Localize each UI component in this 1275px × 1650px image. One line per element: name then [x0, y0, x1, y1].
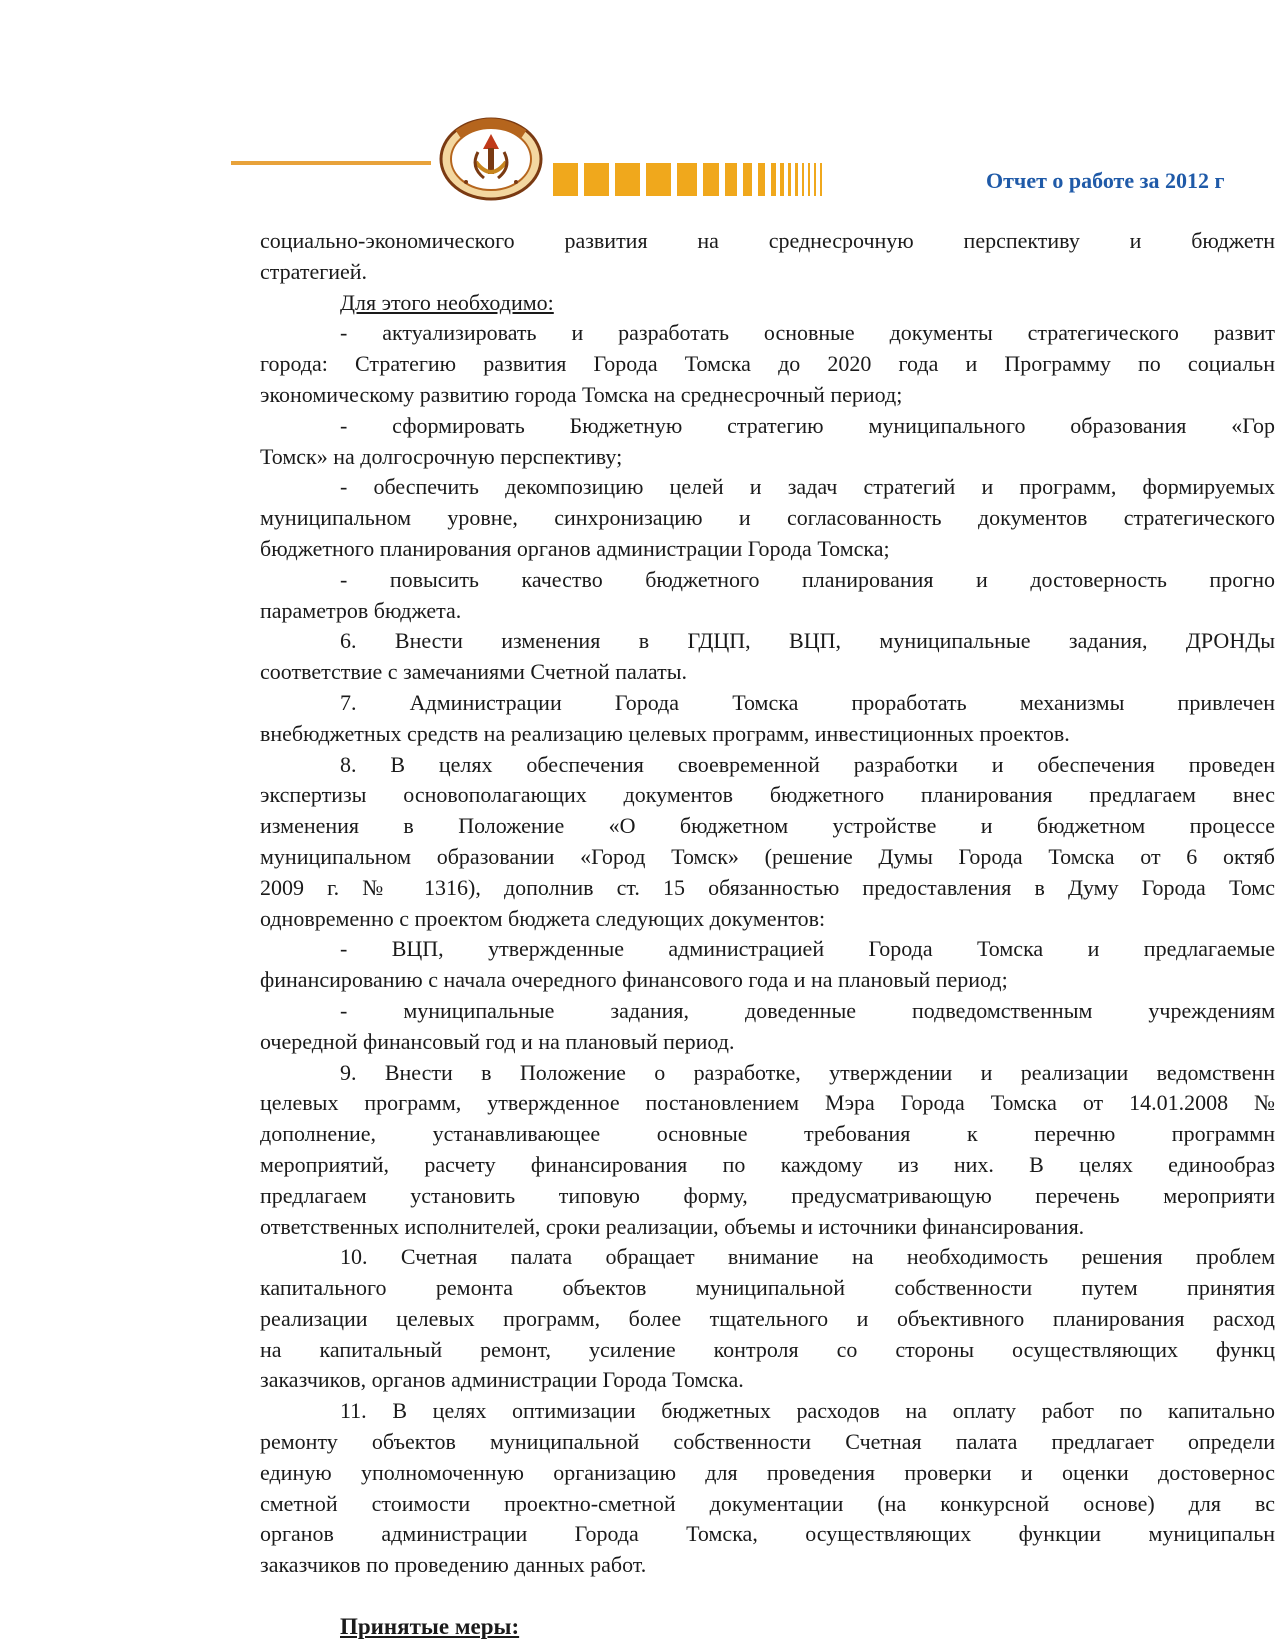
text-line: 10. Счетная палата обращает внимание на необходимость решения проблем	[340, 1244, 1275, 1270]
text-line: 6. Внести изменения в ГДЦП, ВЦП, муниципальные задания, ДРОНДы	[340, 628, 1275, 654]
text-line: бюджетного планирования органов администрации Города Томска;	[260, 535, 890, 561]
text-line: ремонту объектов муниципальной собственности Счетная палата предлагает определи	[260, 1429, 1275, 1455]
text-line: капитального ремонта объектов муниципальной собственности путем принятия	[260, 1275, 1275, 1301]
text-line: города: Стратегию развития Города Томска до 2020 года и Программу по социальн	[260, 351, 1275, 377]
text-line: 11. В целях оптимизации бюджетных расходов на оплату работ по капитально	[340, 1398, 1275, 1424]
text-line: - актуализировать и разработать основные документы стратегического развит	[340, 320, 1275, 346]
report-title: Отчет о работе за 2012 г	[986, 168, 1225, 193]
text-line: - обеспечить декомпозицию целей и задач стратегий и программ, формируемых	[340, 474, 1275, 500]
text-line: реализации целевых программ, более тщательного и объективного планирования расход	[260, 1305, 1275, 1331]
text-line: 7. Администрации Города Томска проработать механизмы привлечен	[340, 689, 1275, 715]
text-line: заказчиков, органов администрации Города Томска.	[260, 1367, 744, 1393]
header-rule	[231, 161, 431, 165]
text-line: единую уполномоченную организацию для проведения проверки и оценки достовернос	[260, 1459, 1275, 1485]
text-line: ответственных исполнителей, сроки реализации, объемы и источники финансирования.	[260, 1213, 1085, 1239]
text-line: очередной финансовый год и на плановый период.	[260, 1028, 735, 1054]
text-line: сметной стоимости проектно-сметной документации (на конкурсной основе) для вс	[260, 1490, 1275, 1516]
text-line: стратегией.	[260, 258, 368, 284]
text-line: финансированию с начала очередного финансового года и на плановый период;	[260, 967, 1008, 993]
text-line: - сформировать Бюджетную стратегию муниципального образования «Гор	[340, 412, 1275, 438]
text-line: на капитальный ремонт, усиление контроля со стороны осуществляющих функц	[260, 1336, 1275, 1362]
text-line: органов администрации Города Томска, осуществляющих функции муниципальн	[260, 1521, 1275, 1547]
document-body	[260, 226, 1275, 1643]
text-line: заказчиков по проведению данных работ.	[260, 1552, 647, 1578]
text-line: 2009 г. № 1316), дополнив ст. 15 обязанностью предоставления в Думу Города Томс	[260, 874, 1275, 900]
text-line: муниципальном образовании «Город Томск» (решение Думы Города Томска от 6 октяб	[260, 843, 1275, 869]
text-line: параметров бюджета.	[260, 597, 462, 623]
text-line: одновременно с проектом бюджета следующих документов:	[260, 905, 826, 931]
decorative-stripes	[553, 163, 838, 196]
text-line: мероприятий, расчету финансирования по каждому из них. В целях единообраз	[260, 1151, 1275, 1177]
text-line: - повысить качество бюджетного планирования и достоверность прогно	[340, 566, 1275, 592]
page-header	[0, 0, 1275, 210]
text-line: 9. Внести в Положение о разработке, утверждении и реализации ведомственн	[340, 1059, 1275, 1085]
text-line: муниципальном уровне, синхронизацию и согласованность документов стратегического	[260, 505, 1275, 531]
text-line: соответствие с замечаниями Счетной палаты.	[260, 659, 688, 685]
text-line: дополнение, устанавливающее основные требования к перечню программн	[260, 1121, 1275, 1147]
section-heading: Принятые меры:	[340, 1613, 520, 1639]
text-line: - ВЦП, утвержденные администрацией Города Томска и предлагаемые	[340, 936, 1275, 962]
text-line: социально-экономического развития на среднесрочную перспективу и бюджетн	[260, 228, 1275, 253]
chamber-seal-logo	[436, 112, 546, 202]
text-line: - муниципальные задания, доведенные подведомственным учреждениям	[340, 997, 1275, 1023]
text-line: предлагаем установить типовую форму, предусматривающую перечень мероприяти	[260, 1182, 1275, 1208]
text-line: экспертизы основополагающих документов бюджетного планирования предлагаем внес	[260, 782, 1275, 808]
paragraph-spacer	[260, 1581, 1275, 1612]
text-line: экономическому развитию города Томска на среднесрочный период;	[260, 381, 903, 407]
text-line: внебюджетных средств на реализацию целевых программ, инвестиционных проектов.	[260, 720, 1070, 746]
text-line: 8. В целях обеспечения своевременной разработки и обеспечения проведен	[340, 751, 1275, 777]
text-line: изменения в Положение «О бюджетном устройстве и бюджетном процессе	[260, 813, 1275, 839]
underlined-phrase: Для этого необходимо:	[340, 289, 554, 315]
text-line: целевых программ, утвержденное постановлением Мэра Города Томска от 14.01.2008 №	[260, 1090, 1275, 1116]
text-line: Томск» на долгосрочную перспективу;	[260, 443, 623, 469]
